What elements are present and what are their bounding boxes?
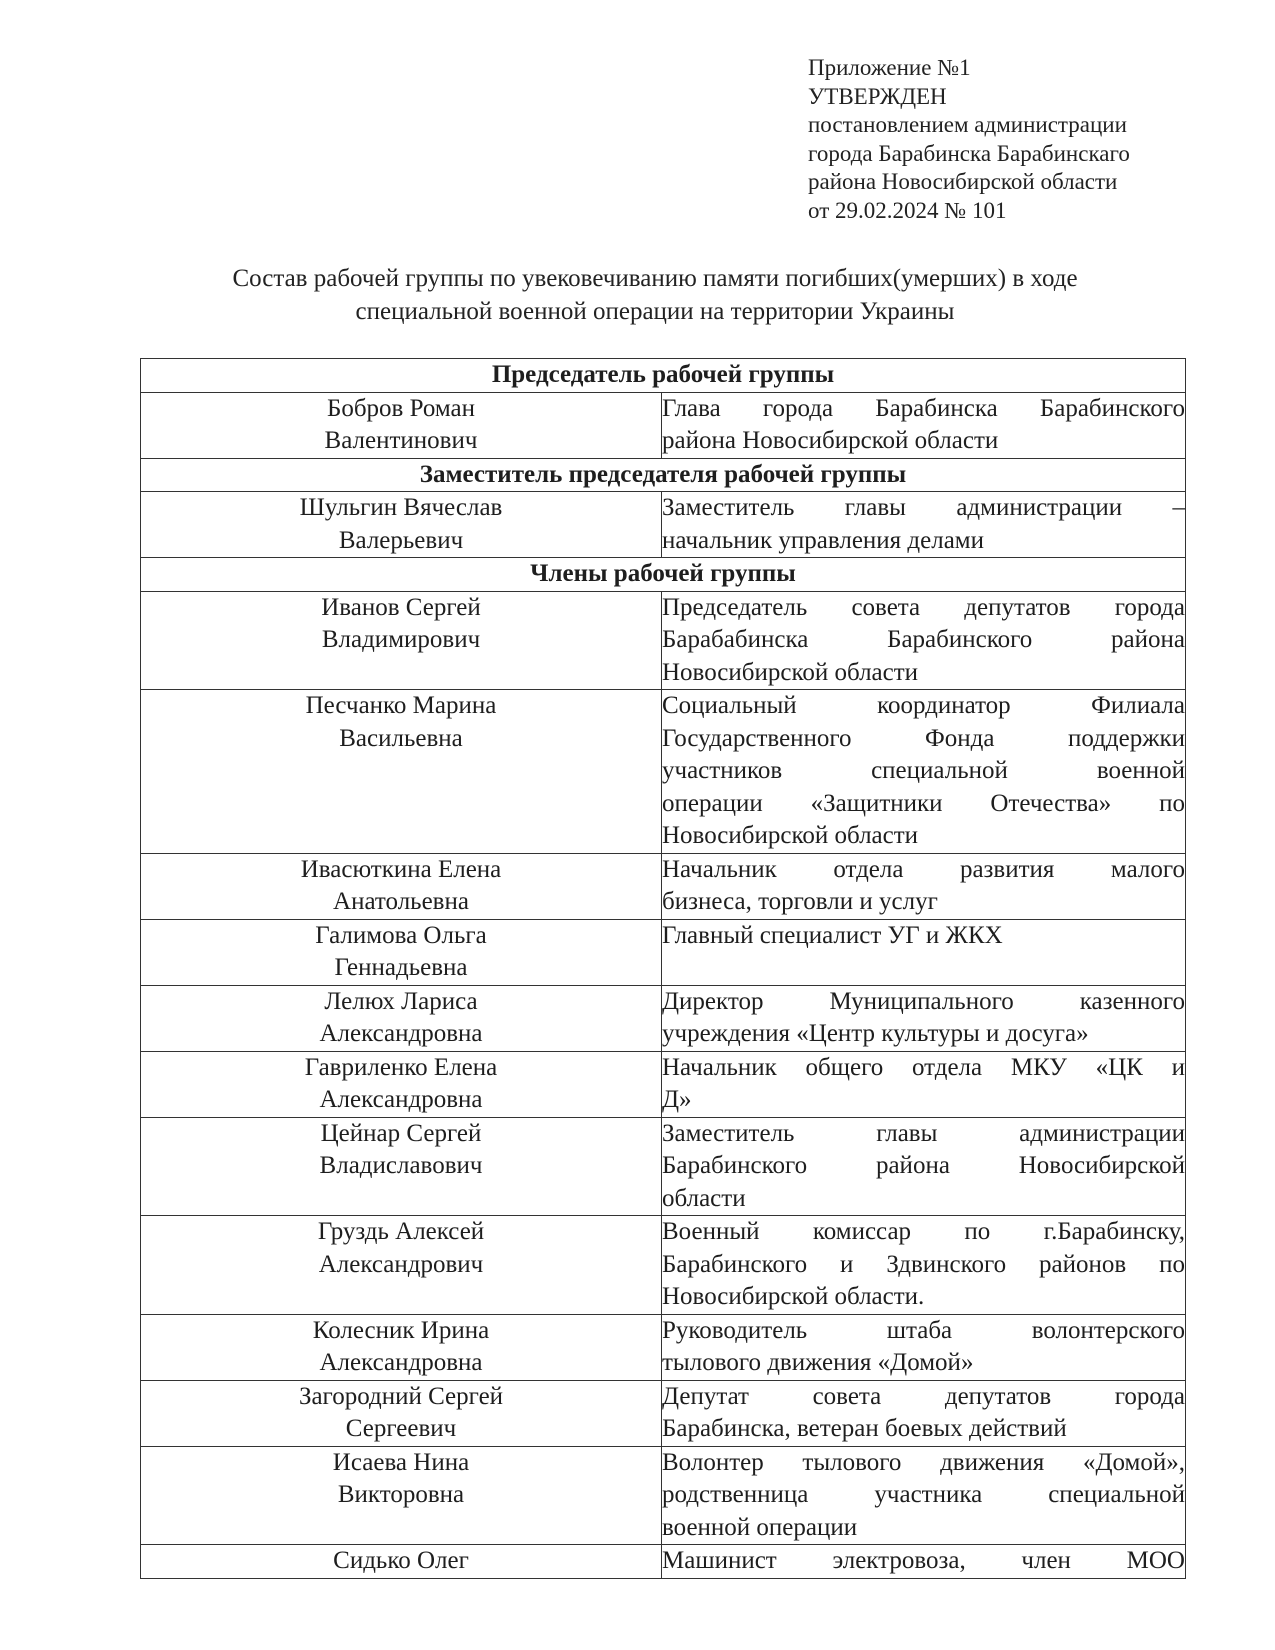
member-position bbox=[662, 1117, 1186, 1216]
position-line: Заместитель главы администрации bbox=[662, 1119, 1185, 1147]
member-name bbox=[141, 853, 662, 919]
position-line: участников специальной военной bbox=[662, 757, 1185, 784]
position-line: учреждения «Центр культуры и досуга» bbox=[662, 1020, 1089, 1047]
position-line: Барабинского и Здвинского районов по bbox=[662, 1250, 1185, 1278]
section-header-row bbox=[141, 359, 1186, 393]
section-header-row bbox=[141, 458, 1186, 492]
member-name bbox=[141, 1545, 662, 1579]
name-line: Сидько Олег bbox=[333, 1547, 469, 1574]
member-name bbox=[141, 591, 662, 690]
position-line: области bbox=[662, 1184, 746, 1212]
name-line: Колесник Ирина bbox=[312, 1316, 490, 1344]
section-header-row bbox=[141, 558, 1186, 592]
approval-date-number: от 29.02.2024 № 101 bbox=[808, 197, 1007, 223]
position-line: Новосибирской области. bbox=[662, 1283, 925, 1310]
position-line: тылового движения «Домой» bbox=[662, 1349, 974, 1376]
name-line: Валерьевич bbox=[338, 526, 464, 554]
name-line: Владимирович bbox=[321, 626, 481, 653]
section-deputy: Заместитель председателя рабочей группы bbox=[141, 458, 1186, 492]
table-row bbox=[141, 392, 1186, 458]
position-line: Начальник общего отдела МКУ «ЦК и bbox=[662, 1053, 1185, 1081]
approval-stamp bbox=[808, 54, 1130, 225]
position-line: Директор Муниципального казенного bbox=[662, 987, 1185, 1015]
position-line: Руководитель штаба волонтерского bbox=[662, 1316, 1185, 1344]
name-line: Александровна bbox=[319, 1349, 483, 1376]
table-row bbox=[141, 690, 1186, 854]
table-row bbox=[141, 985, 1186, 1051]
member-position bbox=[662, 1216, 1186, 1315]
position-line: Барабабинска Барабинского района bbox=[662, 626, 1185, 653]
position-line: района Новосибирской области bbox=[662, 427, 999, 454]
position-line: Председатель совета депутатов города bbox=[662, 593, 1185, 621]
member-name bbox=[141, 392, 662, 458]
name-line: Васильевна bbox=[339, 724, 463, 752]
position-line: Государственного Фонда поддержки bbox=[662, 724, 1185, 752]
name-line: Песчанко Марина bbox=[305, 692, 497, 719]
approved-label: УТВЕРЖДЕН bbox=[808, 83, 947, 109]
position-line: бизнеса, торговли и услуг bbox=[662, 888, 938, 915]
table-row bbox=[141, 919, 1186, 985]
position-line: операции «Защитники Отечества» по bbox=[662, 789, 1185, 817]
name-line: Валентинович bbox=[324, 427, 478, 454]
table-row bbox=[141, 1545, 1186, 1579]
table-row bbox=[141, 1380, 1186, 1446]
table-row bbox=[141, 1117, 1186, 1216]
position-line: начальник управления делами bbox=[662, 526, 985, 554]
name-line: Груздь Алексей bbox=[317, 1218, 485, 1245]
document-title bbox=[140, 262, 1170, 328]
title-line: Состав рабочей группы по увековечиванию памяти погибших(умерших) в ходе bbox=[232, 265, 1078, 292]
table-row bbox=[141, 1216, 1186, 1315]
name-line: Александровна bbox=[319, 1020, 483, 1047]
name-line: Бобров Роман bbox=[326, 394, 476, 422]
position-line: военной операции bbox=[662, 1513, 858, 1541]
name-line: Александрович bbox=[318, 1250, 484, 1278]
position-line: Депутат совета депутатов города bbox=[662, 1382, 1185, 1410]
member-name bbox=[141, 1314, 662, 1380]
member-position bbox=[662, 1051, 1186, 1117]
section-chair: Председатель рабочей группы bbox=[141, 359, 1186, 393]
member-position bbox=[662, 690, 1186, 854]
member-position bbox=[662, 492, 1186, 558]
name-line: Викторовна bbox=[337, 1481, 465, 1508]
position-line: Барабинска, ветеран боевых действий bbox=[662, 1415, 1067, 1442]
name-line: Анатольевна bbox=[333, 888, 469, 915]
table-row bbox=[141, 853, 1186, 919]
position-line: Новосибирской области bbox=[662, 822, 919, 849]
name-line: Иванов Сергей bbox=[321, 593, 481, 621]
member-position bbox=[662, 392, 1186, 458]
name-line: Александровна bbox=[319, 1086, 483, 1113]
position-line: Главный специалист УГ и ЖКХ bbox=[662, 921, 1003, 949]
approval-line: постановлением администрации bbox=[808, 112, 1127, 137]
title-line: специальной военной операции на территории Украины bbox=[355, 298, 955, 325]
member-name bbox=[141, 1051, 662, 1117]
position-line: Д» bbox=[662, 1086, 692, 1113]
table-row bbox=[141, 492, 1186, 558]
position-line: Волонтер тылового движения «Домой», bbox=[662, 1448, 1185, 1476]
member-position bbox=[662, 1545, 1186, 1579]
position-line: Глава города Барабинска Барабинского bbox=[662, 394, 1185, 422]
approval-line: города Барабинска Барабинскаго bbox=[808, 140, 1130, 166]
name-line: Ивасюткина Елена bbox=[300, 855, 502, 883]
member-name bbox=[141, 985, 662, 1051]
name-line: Галимова Ольга bbox=[315, 921, 487, 949]
name-line: Гавриленко Елена bbox=[304, 1053, 498, 1081]
member-name bbox=[141, 1380, 662, 1446]
member-name bbox=[141, 690, 662, 854]
working-group-table bbox=[140, 358, 1186, 1579]
approval-line: района Новосибирской области bbox=[808, 169, 1118, 194]
section-members: Члены рабочей группы bbox=[141, 558, 1186, 592]
position-line: Новосибирской области bbox=[662, 658, 919, 686]
member-position bbox=[662, 1446, 1186, 1545]
member-name bbox=[141, 492, 662, 558]
table-row bbox=[141, 1051, 1186, 1117]
member-name bbox=[141, 1216, 662, 1315]
name-line: Исаева Нина bbox=[332, 1448, 470, 1476]
position-line: Машинист электровоза, член МОО bbox=[662, 1547, 1185, 1574]
position-line: Начальник отдела развития малого bbox=[662, 855, 1185, 883]
position-line: Заместитель главы администрации – bbox=[662, 494, 1185, 521]
name-line: Лелюх Лариса bbox=[324, 987, 478, 1015]
member-position bbox=[662, 1380, 1186, 1446]
table-row bbox=[141, 1446, 1186, 1545]
name-line: Цейнар Сергей bbox=[320, 1119, 482, 1147]
table-row bbox=[141, 1314, 1186, 1380]
member-name bbox=[141, 1117, 662, 1216]
member-position bbox=[662, 591, 1186, 690]
member-name bbox=[141, 919, 662, 985]
position-line: Военный комиссар по г.Барабинску, bbox=[662, 1218, 1185, 1245]
name-line: Геннадьевна bbox=[334, 954, 468, 981]
name-line: Владиславович bbox=[319, 1152, 483, 1179]
member-position bbox=[662, 985, 1186, 1051]
position-line: родственница участника специальной bbox=[662, 1481, 1185, 1508]
appendix-number: Приложение №1 bbox=[808, 55, 971, 80]
member-position bbox=[662, 1314, 1186, 1380]
name-line: Шульгин Вячеслав bbox=[299, 494, 503, 521]
member-position bbox=[662, 853, 1186, 919]
member-position bbox=[662, 919, 1186, 985]
table-row bbox=[141, 591, 1186, 690]
position-line: Социальный координатор Филиала bbox=[662, 692, 1185, 719]
position-line: Барабинского района Новосибирской bbox=[662, 1152, 1185, 1179]
member-name bbox=[141, 1446, 662, 1545]
name-line: Сергеевич bbox=[345, 1415, 457, 1442]
name-line: Загородний Сергей bbox=[298, 1382, 504, 1410]
